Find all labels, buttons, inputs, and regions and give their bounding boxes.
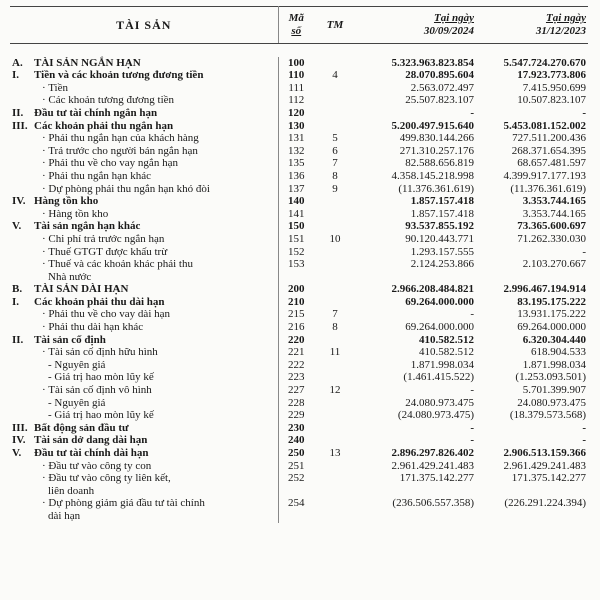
row-value-2023: 24.080.973.475 (517, 396, 586, 409)
row-note (314, 497, 356, 510)
row-note: 10 (329, 232, 341, 245)
row-value-2024: 271.310.257.176 (399, 144, 474, 157)
row-code: 135 (288, 157, 305, 170)
table-row (10, 69, 588, 82)
row-label (10, 308, 278, 321)
row-label (10, 334, 278, 347)
table-row (10, 321, 588, 334)
table-row (10, 195, 588, 208)
row-code: 220 (288, 333, 305, 346)
row-note (314, 283, 356, 296)
row-label-text: · Phải thu về cho vay ngắn hạn (42, 157, 178, 169)
row-label-text: TÀI SẢN NGẮN HẠN (34, 56, 141, 69)
row-label-text: · Phải thu ngắn hạn khác (42, 170, 151, 182)
row-value-2024: 1.857.157.418 (410, 207, 474, 220)
row-label-text: liên doanh (48, 484, 95, 497)
row-note: 6 (332, 144, 338, 157)
row-value-2024: 4.358.145.218.998 (391, 169, 474, 182)
table-row (10, 409, 588, 422)
row-label-text: Tài sản dở dang dài hạn (34, 434, 148, 447)
row-value-2024: 2.961.429.241.483 (391, 459, 474, 472)
row-label (10, 208, 278, 221)
row-note (314, 271, 356, 284)
row-value-2024: 69.264.000.000 (405, 321, 474, 334)
row-value-2024: 2.896.297.826.402 (391, 447, 474, 459)
asset-column-header: TÀI SẢN (10, 7, 278, 44)
row-value-2024: 5.200.497.915.640 (391, 119, 474, 132)
table-row (10, 271, 588, 284)
row-label-text: · Thuế và các khoản khác phải thu (42, 258, 193, 270)
row-value-2023: 13.931.175.222 (517, 308, 586, 321)
row-label (10, 434, 278, 447)
row-code: 216 (288, 321, 305, 334)
row-code: 112 (288, 94, 305, 107)
row-number: I. (12, 295, 20, 308)
row-code: 221 (288, 346, 305, 359)
row-note: 12 (329, 384, 341, 397)
row-label-text: Đầu tư tài chính dài hạn (34, 447, 149, 459)
balance-sheet-table (10, 6, 588, 523)
row-value-2024: 410.582.512 (419, 346, 474, 359)
row-label-text: - Giá trị hao mòn lũy kế (48, 409, 154, 421)
row-value-2024: 82.588.656.819 (405, 157, 474, 170)
table-row (10, 472, 588, 485)
row-note (314, 107, 356, 120)
row-value-2023: 17.923.773.806 (517, 69, 586, 82)
row-label-text: · Dự phòng giảm giá đầu tư tài chính (42, 497, 205, 509)
row-note (314, 57, 356, 70)
row-number: III. (12, 421, 28, 434)
row-label-text: · Các khoản tương đương tiền (42, 94, 174, 106)
row-number: II. (12, 333, 24, 346)
row-number: III. (12, 119, 28, 132)
row-value-2023: 71.262.330.030 (517, 232, 586, 245)
table-row (10, 283, 588, 296)
row-number: IV. (12, 434, 26, 447)
row-value-2024: (1.461.415.522) (403, 371, 474, 384)
row-label-text: · Phải thu dài hạn khác (42, 321, 143, 333)
row-label-text: · Trả trước cho người bán ngắn hạn (42, 145, 198, 157)
row-value-2023: - (582, 106, 586, 119)
table-row (10, 434, 588, 447)
row-label (10, 472, 278, 485)
row-code: 215 (288, 308, 305, 321)
row-note (314, 208, 356, 221)
table-header (10, 7, 588, 44)
row-note: 9 (332, 182, 338, 195)
row-code: 251 (288, 459, 305, 472)
row-code: 140 (288, 195, 305, 208)
row-label-text: · Tiền (42, 82, 68, 94)
row-code: 250 (288, 447, 305, 459)
row-number: A. (12, 56, 23, 69)
row-label (10, 447, 278, 460)
row-code: 110 (288, 69, 305, 82)
row-label-text: - Giá trị hao mòn lũy kế (48, 371, 154, 383)
row-label-text: Tài sản cố định (34, 333, 106, 346)
row-value-2023 (476, 271, 588, 284)
row-code: 222 (288, 358, 305, 371)
row-label (10, 220, 278, 233)
code-column-header (278, 7, 314, 44)
row-code: 130 (288, 119, 305, 132)
row-value-2024 (356, 510, 476, 523)
row-value-2023: (1.253.093.501) (515, 371, 586, 384)
date1-header-line2: 30/09/2024 (423, 25, 474, 37)
row-note (314, 195, 356, 208)
row-value-2023: 69.264.000.000 (517, 321, 586, 334)
row-note (314, 460, 356, 473)
row-note: 8 (332, 169, 338, 182)
row-code: 151 (288, 232, 305, 245)
row-note (314, 510, 356, 523)
date2-header-line1: Tại ngày (545, 12, 586, 24)
table-row (10, 485, 588, 498)
row-value-2024: 69.264.000.000 (405, 295, 474, 308)
row-label (10, 497, 278, 510)
row-label (10, 460, 278, 473)
row-code: 153 (288, 258, 305, 271)
row-number: V. (12, 220, 22, 233)
row-value-2024: (11.376.361.619) (398, 182, 474, 195)
row-code: 131 (288, 132, 305, 145)
table-row (10, 57, 588, 70)
row-label (10, 359, 278, 372)
row-value-2024: 2.563.072.497 (410, 81, 474, 94)
row-label-text: dài hạn (48, 509, 81, 522)
row-label-text: Các khoản phải thu dài hạn (34, 295, 165, 308)
row-label-text: - Nguyên giá (48, 397, 105, 409)
row-value-2024: 1.871.998.034 (410, 358, 474, 371)
row-value-2023: 4.399.917.177.193 (503, 169, 586, 182)
row-label (10, 145, 278, 158)
row-note (314, 434, 356, 447)
table-row (10, 208, 588, 221)
row-note: 7 (332, 157, 338, 170)
row-code: 223 (288, 371, 305, 384)
row-label-text: Nhà nước (48, 270, 92, 283)
table-row (10, 157, 588, 170)
note-column-header: TM (314, 7, 356, 44)
row-value-2023: 268.371.654.395 (511, 144, 586, 157)
table-row (10, 359, 588, 372)
row-label (10, 409, 278, 422)
row-value-2023: 3.353.744.165 (522, 207, 586, 220)
row-number: I. (12, 69, 20, 82)
row-label (10, 233, 278, 246)
row-label-text: · Phải thu về cho vay dài hạn (42, 308, 170, 320)
row-value-2024: - (470, 384, 474, 397)
table-row (10, 220, 588, 233)
row-note (314, 246, 356, 259)
row-code: 230 (288, 421, 305, 434)
row-value-2023: 2.103.270.667 (522, 258, 586, 271)
row-code: 111 (288, 81, 305, 94)
row-label (10, 283, 278, 296)
table-row (10, 422, 588, 435)
row-value-2023: 727.511.200.436 (512, 132, 586, 145)
date1-column-header (356, 7, 476, 44)
row-value-2023: 68.657.481.597 (517, 157, 586, 170)
row-code: 210 (288, 295, 305, 308)
row-value-2024: 93.537.855.192 (405, 220, 474, 233)
row-value-2024: 410.582.512 (419, 333, 474, 346)
row-value-2024: - (470, 308, 474, 321)
row-number: IV. (12, 195, 26, 208)
row-label-text: Tài sản ngắn hạn khác (34, 220, 141, 233)
row-label-text: · Dự phòng phải thu ngắn hạn khó đòi (42, 183, 210, 195)
row-label (10, 422, 278, 435)
row-value-2023: (18.379.573.568) (509, 409, 586, 422)
row-value-2023: 618.904.533 (531, 346, 586, 359)
row-label (10, 107, 278, 120)
row-label (10, 120, 278, 133)
row-label (10, 271, 278, 284)
table-row (10, 460, 588, 473)
table-row (10, 246, 588, 259)
row-note (314, 422, 356, 435)
row-code: 137 (288, 182, 305, 195)
row-value-2024: 499.830.144.266 (399, 132, 474, 145)
row-value-2024: - (470, 434, 474, 447)
row-label (10, 321, 278, 334)
table-row (10, 258, 588, 271)
row-value-2024 (356, 485, 476, 498)
row-label-text: · Hàng tồn kho (42, 208, 108, 220)
row-value-2023: - (582, 245, 586, 258)
row-value-2023: 73.365.600.697 (517, 220, 586, 233)
row-label (10, 57, 278, 70)
row-value-2024: 171.375.142.277 (399, 472, 474, 485)
table-body (10, 44, 588, 523)
row-value-2023: 5.701.399.907 (522, 384, 586, 397)
row-label (10, 94, 278, 107)
row-note (314, 359, 356, 372)
header-spacer (10, 44, 588, 57)
row-value-2023: (11.376.361.619) (510, 182, 586, 195)
row-label (10, 485, 278, 498)
row-value-2023: 2.906.513.159.366 (503, 447, 586, 459)
row-label (10, 397, 278, 410)
row-code (278, 510, 314, 523)
row-code: 227 (288, 384, 305, 397)
row-value-2023: 7.415.950.699 (522, 81, 586, 94)
row-note (314, 472, 356, 485)
row-label (10, 195, 278, 208)
row-code: 228 (288, 396, 305, 409)
table-row (10, 371, 588, 384)
code-header-line1: Mã (288, 12, 304, 24)
table-row (10, 170, 588, 183)
row-code: 136 (288, 169, 305, 182)
row-note (314, 485, 356, 498)
table-row (10, 120, 588, 133)
row-value-2023 (476, 485, 588, 498)
row-label-text: · Đầu tư vào công ty liên kết, (42, 472, 171, 484)
row-value-2023: 5.453.081.152.002 (503, 119, 586, 132)
row-note (314, 120, 356, 133)
table-row (10, 384, 588, 397)
row-code: 141 (288, 207, 305, 220)
row-code: 229 (288, 409, 305, 422)
row-code: 120 (288, 106, 305, 119)
row-value-2024: 90.120.443.771 (405, 232, 474, 245)
row-note: 8 (332, 321, 338, 334)
date2-header-line2: 31/12/2023 (535, 25, 586, 37)
row-label (10, 510, 278, 523)
row-value-2024: - (470, 421, 474, 434)
row-label (10, 296, 278, 309)
row-note (314, 258, 356, 271)
row-value-2023: - (582, 421, 586, 434)
row-note (314, 220, 356, 233)
table-row (10, 82, 588, 95)
row-label (10, 69, 278, 82)
row-label (10, 346, 278, 359)
date1-header-line1: Tại ngày (433, 12, 474, 24)
row-code: 254 (288, 497, 305, 510)
row-value-2024: 1.857.157.418 (410, 195, 474, 208)
table-row (10, 334, 588, 347)
row-value-2024: (24.080.973.475) (397, 409, 474, 422)
row-code: 240 (288, 434, 305, 447)
table-row (10, 510, 588, 523)
row-code (278, 271, 314, 284)
row-note (314, 409, 356, 422)
table-row (10, 346, 588, 359)
row-value-2023: 10.507.823.107 (517, 94, 586, 107)
table-row (10, 296, 588, 309)
row-code: 252 (288, 472, 305, 485)
row-code: 100 (288, 56, 305, 69)
row-code: 200 (288, 283, 305, 296)
row-value-2024: 5.323.963.823.854 (391, 56, 474, 69)
row-code: 152 (288, 245, 305, 258)
row-label-text: Hàng tồn kho (34, 195, 99, 208)
row-value-2023: 171.375.142.277 (511, 472, 586, 485)
row-value-2023: - (582, 434, 586, 447)
row-note (314, 296, 356, 309)
row-number: II. (12, 106, 24, 119)
table-row (10, 183, 588, 196)
row-label-text: Các khoản phải thu ngắn hạn (34, 119, 174, 132)
row-number: V. (12, 447, 22, 459)
row-value-2024: 2.124.253.866 (410, 258, 474, 271)
row-note: 11 (329, 346, 341, 359)
row-label (10, 157, 278, 170)
row-label-text: Tiền và các khoản tương đương tiền (34, 69, 204, 82)
row-note (314, 334, 356, 347)
code-header-line2: số (291, 25, 302, 37)
row-note (314, 371, 356, 384)
row-value-2024: - (470, 106, 474, 119)
row-value-2023: 5.547.724.270.670 (503, 56, 586, 69)
row-label-text: Đầu tư tài chính ngắn hạn (34, 106, 158, 119)
table-row (10, 308, 588, 321)
row-value-2024 (356, 271, 476, 284)
table-row (10, 132, 588, 145)
row-code: 150 (288, 220, 305, 233)
row-note: 13 (329, 447, 341, 459)
row-label (10, 183, 278, 196)
row-label-text: · Thuế GTGT được khấu trừ (42, 246, 167, 258)
row-value-2023: 3.353.744.165 (522, 195, 586, 208)
row-value-2023: 83.195.175.222 (517, 295, 586, 308)
row-value-2023: (226.291.224.394) (504, 497, 586, 510)
row-note: 7 (332, 308, 338, 321)
table-row (10, 145, 588, 158)
row-code (278, 485, 314, 498)
row-label-text: · Chi phí trả trước ngắn hạn (42, 233, 164, 245)
row-label-text: · Đầu tư vào công ty con (42, 460, 151, 472)
row-label-text: · Phải thu ngắn hạn của khách hàng (42, 132, 199, 144)
row-label-text: Bất động sản đầu tư (34, 421, 129, 434)
row-number: B. (12, 283, 23, 296)
row-label (10, 246, 278, 259)
row-label (10, 384, 278, 397)
row-value-2024: 28.070.895.604 (405, 69, 474, 82)
row-note: 5 (332, 132, 338, 145)
row-label (10, 371, 278, 384)
row-note: 4 (332, 69, 338, 82)
table-row (10, 94, 588, 107)
row-label (10, 170, 278, 183)
row-value-2023: 2.961.429.241.483 (503, 459, 586, 472)
row-value-2024: 24.080.973.475 (405, 396, 474, 409)
table-row (10, 397, 588, 410)
row-label (10, 132, 278, 145)
date2-column-header (476, 7, 588, 44)
row-label-text: - Nguyên giá (48, 359, 105, 371)
row-note (314, 82, 356, 95)
row-value-2023: 1.871.998.034 (522, 358, 586, 371)
row-value-2023 (476, 510, 588, 523)
row-value-2024: 25.507.823.107 (405, 94, 474, 107)
row-label-text: TÀI SẢN DÀI HẠN (34, 283, 129, 296)
table-row (10, 497, 588, 510)
row-label (10, 82, 278, 95)
row-value-2023: 2.996.467.194.914 (503, 283, 586, 296)
row-value-2023: 6.320.304.440 (522, 333, 586, 346)
row-label (10, 258, 278, 271)
table-row (10, 233, 588, 246)
row-note (314, 94, 356, 107)
table-row (10, 447, 588, 460)
row-label-text: · Tài sản cố định vô hình (42, 384, 152, 396)
row-value-2024: (236.506.557.358) (392, 497, 474, 510)
table-row (10, 107, 588, 120)
row-value-2024: 1.293.157.555 (410, 245, 474, 258)
row-label-text: · Tài sản cố định hữu hình (42, 346, 158, 358)
row-note (314, 397, 356, 410)
row-value-2024: 2.966.208.484.821 (391, 283, 474, 296)
row-code: 132 (288, 144, 305, 157)
